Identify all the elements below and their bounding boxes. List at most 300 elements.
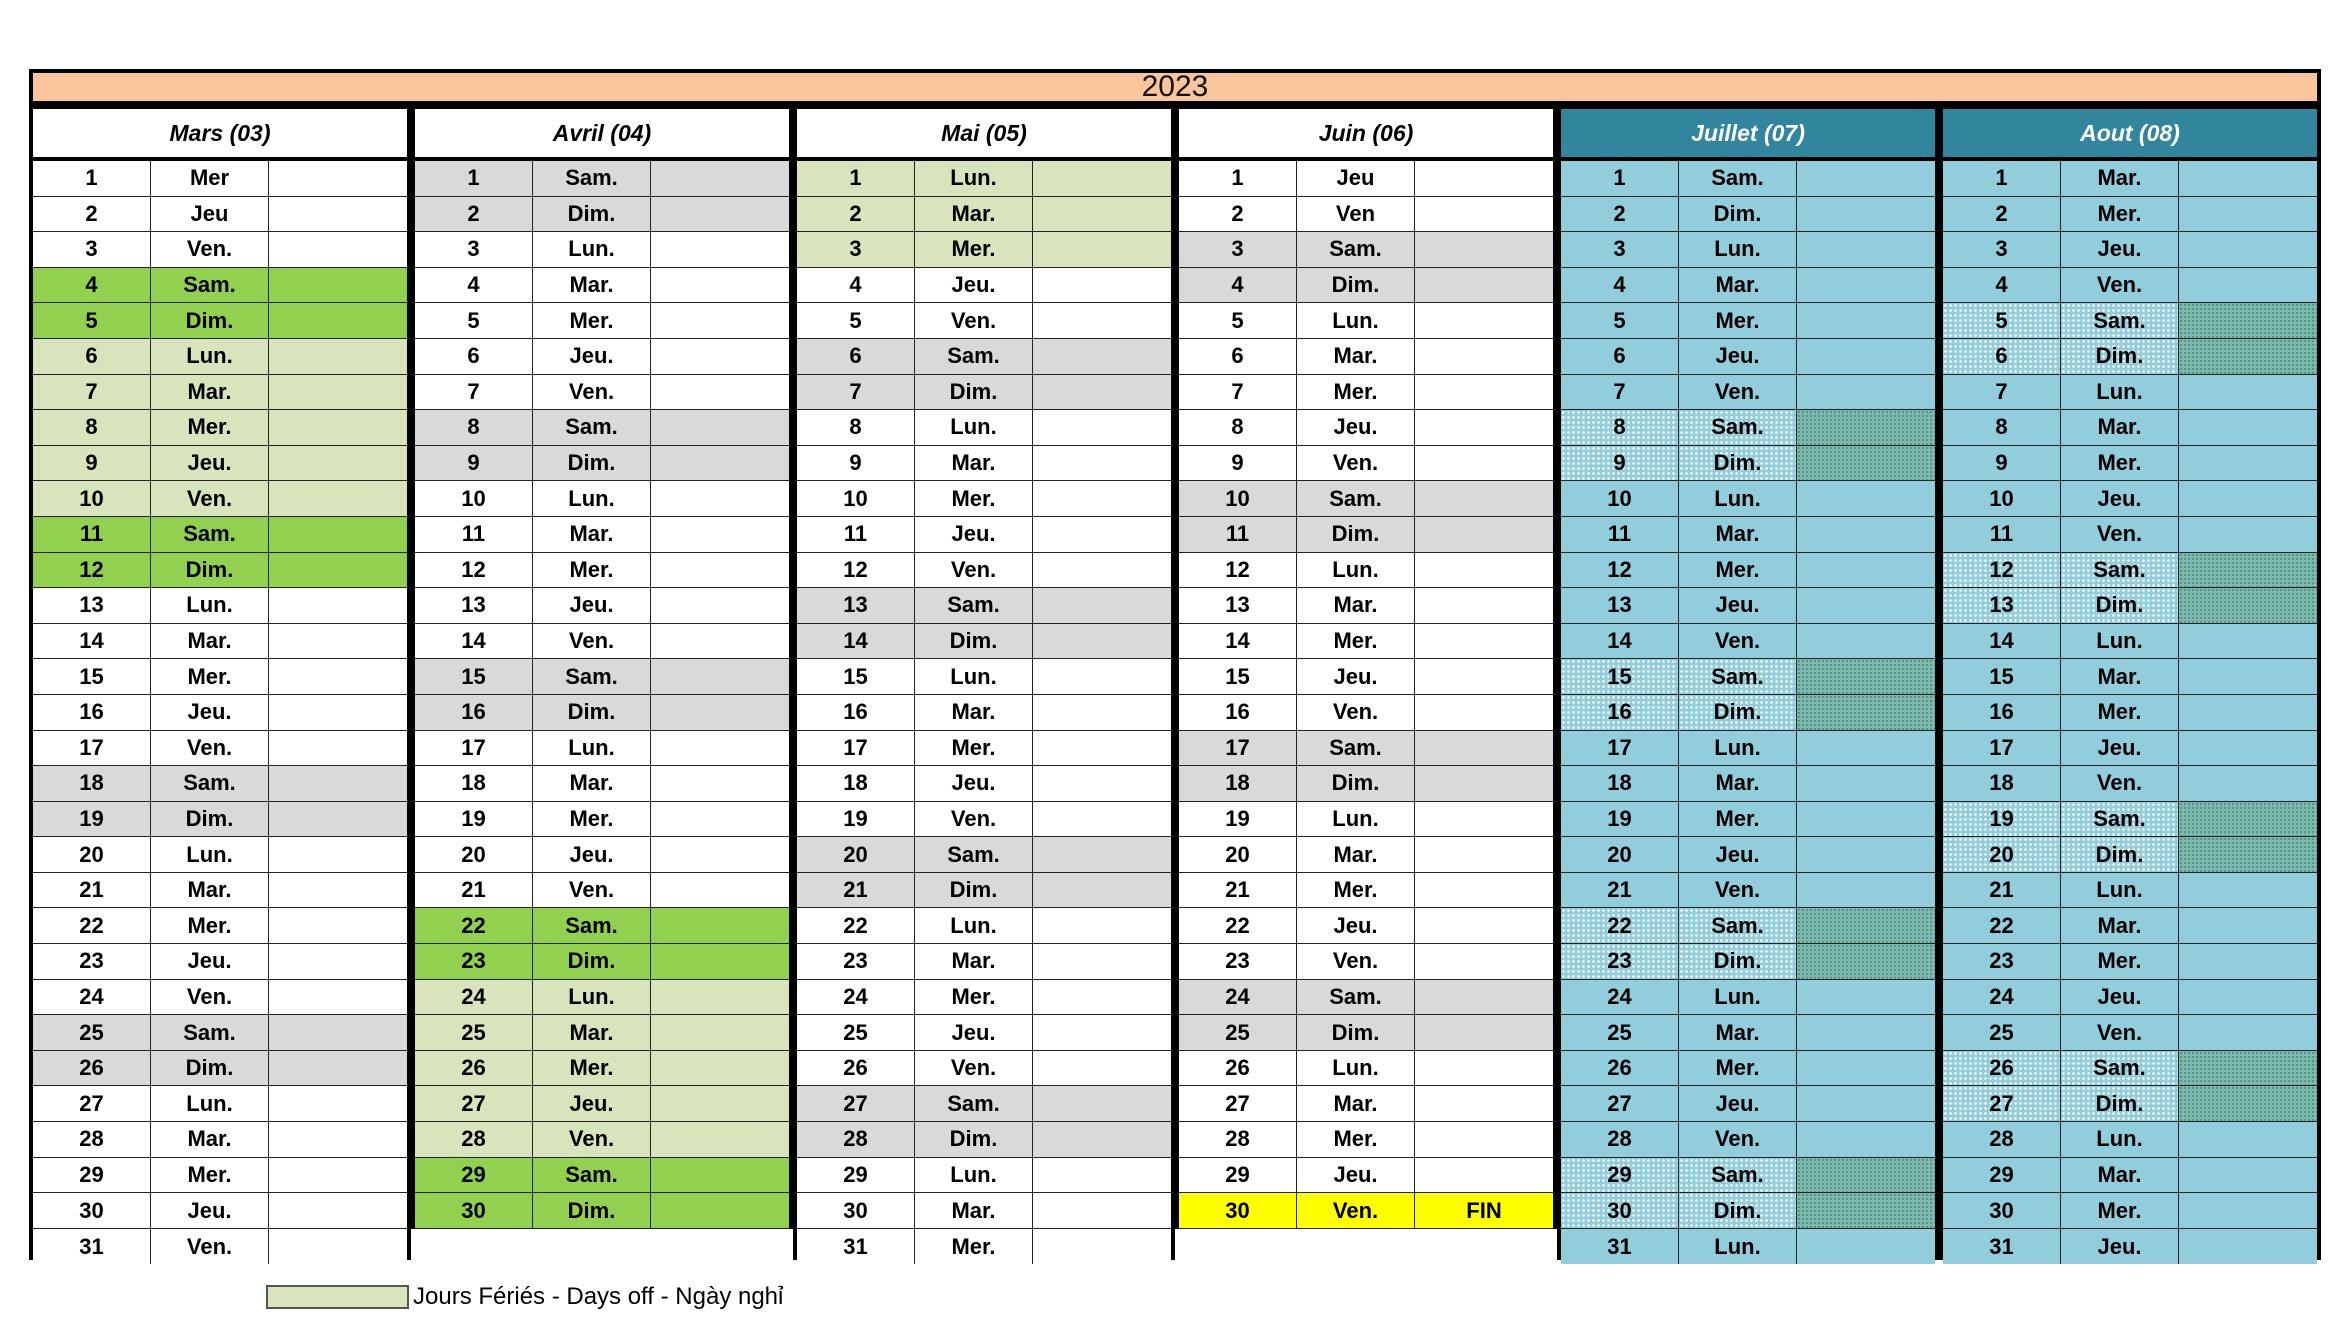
weekday-label: Lun.	[1679, 731, 1797, 766]
weekday-label: Sam.	[533, 1158, 651, 1193]
weekday-label: Mer.	[915, 731, 1033, 766]
weekday-label: Sam.	[915, 588, 1033, 623]
day-note	[651, 553, 789, 588]
weekday-label: Jeu	[151, 197, 269, 232]
day-note	[2179, 1158, 2317, 1193]
weekday-label: Sam.	[151, 766, 269, 801]
day-row	[1943, 873, 2317, 909]
weekday-label: Lun.	[533, 481, 651, 516]
day-row	[1561, 731, 1935, 767]
day-note	[651, 197, 789, 232]
day-row	[33, 588, 407, 624]
day-row	[415, 873, 789, 909]
day-row	[1179, 731, 1553, 767]
day-number: 31	[1561, 1229, 1679, 1265]
weekday-label: Ven.	[1679, 873, 1797, 908]
day-note	[2179, 410, 2317, 445]
day-row	[415, 1193, 789, 1229]
weekday-label: Mer.	[1297, 375, 1415, 410]
day-note	[1797, 1122, 1935, 1157]
weekday-label: Lun.	[2061, 873, 2179, 908]
day-row	[797, 197, 1171, 233]
day-number: 14	[1943, 624, 2061, 659]
weekday-label: Ven.	[2061, 268, 2179, 303]
day-note	[651, 624, 789, 659]
weekday-label: Ven.	[151, 1229, 269, 1265]
day-note	[269, 339, 407, 374]
day-note	[269, 624, 407, 659]
day-row	[415, 908, 789, 944]
day-note	[2179, 588, 2317, 623]
day-number: 16	[415, 695, 533, 730]
day-note	[1797, 766, 1935, 801]
day-note	[2179, 1193, 2317, 1228]
weekday-label: Ven.	[1297, 695, 1415, 730]
day-number: 12	[1943, 553, 2061, 588]
weekday-label: Ven.	[2061, 517, 2179, 552]
day-row	[415, 303, 789, 339]
weekday-label: Lun.	[151, 1086, 269, 1121]
weekday-label: Mer.	[2061, 944, 2179, 979]
weekday-label: Dim.	[2061, 1086, 2179, 1121]
day-number: 18	[1179, 766, 1297, 801]
weekday-label: Ven.	[151, 481, 269, 516]
day-number: 6	[1179, 339, 1297, 374]
day-note	[1797, 1193, 1935, 1228]
day-number: 11	[33, 517, 151, 552]
day-note	[1415, 481, 1553, 516]
weekday-label: Mer.	[915, 481, 1033, 516]
day-row	[415, 268, 789, 304]
weekday-label: Mer.	[1297, 624, 1415, 659]
weekday-label: Mer.	[1679, 802, 1797, 837]
day-note	[1033, 980, 1171, 1015]
day-number: 13	[797, 588, 915, 623]
day-row	[415, 553, 789, 589]
weekday-label: Jeu.	[915, 766, 1033, 801]
day-number: 28	[415, 1122, 533, 1157]
day-number: 10	[1561, 481, 1679, 516]
day-number: 19	[1943, 802, 2061, 837]
weekday-label: Jeu.	[1679, 1086, 1797, 1121]
day-number: 8	[797, 410, 915, 445]
day-number: 11	[1561, 517, 1679, 552]
weekday-label: Mar.	[151, 375, 269, 410]
day-number: 5	[1179, 303, 1297, 338]
day-row	[1943, 446, 2317, 482]
day-row	[1179, 161, 1553, 197]
day-row	[1943, 1051, 2317, 1087]
day-number: 3	[415, 232, 533, 267]
day-note	[2179, 481, 2317, 516]
day-note	[1415, 837, 1553, 872]
day-note	[1415, 1051, 1553, 1086]
day-row	[1943, 1122, 2317, 1158]
weekday-label: Lun.	[915, 161, 1033, 196]
day-note	[1033, 837, 1171, 872]
day-number: 17	[1561, 731, 1679, 766]
day-row	[797, 553, 1171, 589]
day-note	[1033, 268, 1171, 303]
day-note	[2179, 1229, 2317, 1265]
weekday-label: Lun.	[915, 659, 1033, 694]
weekday-label: Mar.	[1297, 588, 1415, 623]
day-row	[1943, 837, 2317, 873]
day-row	[1179, 588, 1553, 624]
month-header: Juillet (07)	[1561, 109, 1935, 161]
weekday-label: Lun.	[1297, 553, 1415, 588]
weekday-label: Mer.	[1297, 1122, 1415, 1157]
day-note	[1033, 339, 1171, 374]
weekday-label: Mar.	[915, 944, 1033, 979]
day-row	[797, 375, 1171, 411]
day-number: 26	[797, 1051, 915, 1086]
day-number: 10	[33, 481, 151, 516]
day-number: 16	[797, 695, 915, 730]
weekday-label: Dim.	[1679, 944, 1797, 979]
day-row	[415, 1158, 789, 1194]
weekday-label: Sam.	[1679, 410, 1797, 445]
day-note	[1415, 232, 1553, 267]
weekday-label: Dim.	[1297, 268, 1415, 303]
day-row	[415, 161, 789, 197]
day-row	[415, 695, 789, 731]
day-number: 23	[1179, 944, 1297, 979]
day-note	[1033, 1229, 1171, 1265]
day-note	[269, 481, 407, 516]
weekday-label: Mar.	[1297, 339, 1415, 374]
weekday-label: Mer	[151, 161, 269, 196]
day-number: 12	[1179, 553, 1297, 588]
day-row	[1561, 1193, 1935, 1229]
weekday-label: Jeu.	[1297, 1158, 1415, 1193]
day-row	[1561, 695, 1935, 731]
day-row	[415, 517, 789, 553]
weekday-label: Lun.	[1297, 802, 1415, 837]
day-note	[1033, 908, 1171, 943]
weekday-label: Sam.	[2061, 1051, 2179, 1086]
weekday-label: Mer.	[151, 908, 269, 943]
day-number: 1	[33, 161, 151, 196]
day-number: 9	[797, 446, 915, 481]
day-row	[1179, 410, 1553, 446]
day-note	[2179, 908, 2317, 943]
weekday-label: Ven.	[151, 980, 269, 1015]
day-number: 21	[415, 873, 533, 908]
day-row	[797, 481, 1171, 517]
day-note	[1797, 232, 1935, 267]
day-row	[33, 1015, 407, 1051]
day-note	[2179, 232, 2317, 267]
day-note	[1033, 1086, 1171, 1121]
day-number: 20	[1179, 837, 1297, 872]
day-note	[1797, 446, 1935, 481]
day-note	[2179, 980, 2317, 1015]
weekday-label: Lun.	[151, 837, 269, 872]
weekday-label: Jeu.	[2061, 1229, 2179, 1265]
weekday-label: Mar.	[1297, 837, 1415, 872]
weekday-label: Sam.	[1679, 161, 1797, 196]
day-note	[1415, 197, 1553, 232]
day-note	[1033, 766, 1171, 801]
day-number: 1	[1943, 161, 2061, 196]
day-row	[797, 1051, 1171, 1087]
day-number: 6	[797, 339, 915, 374]
day-number: 6	[33, 339, 151, 374]
weekday-label: Dim.	[1679, 197, 1797, 232]
day-row	[415, 410, 789, 446]
day-note	[269, 1193, 407, 1228]
day-note	[269, 1015, 407, 1050]
day-row	[33, 375, 407, 411]
day-number: 6	[1561, 339, 1679, 374]
day-note	[1415, 553, 1553, 588]
day-number: 4	[415, 268, 533, 303]
day-note	[1415, 588, 1553, 623]
day-note	[1415, 446, 1553, 481]
day-number: 31	[797, 1229, 915, 1265]
day-note	[651, 232, 789, 267]
day-number: 29	[1179, 1158, 1297, 1193]
day-note	[651, 303, 789, 338]
weekday-label: Dim.	[151, 553, 269, 588]
weekday-label: Jeu.	[915, 517, 1033, 552]
day-note	[1797, 1158, 1935, 1193]
day-row	[1561, 303, 1935, 339]
day-number: 19	[415, 802, 533, 837]
day-note	[651, 481, 789, 516]
day-row	[1561, 1158, 1935, 1194]
day-note	[651, 446, 789, 481]
day-row	[415, 1122, 789, 1158]
day-note	[1415, 517, 1553, 552]
day-number: 29	[797, 1158, 915, 1193]
day-note	[1415, 731, 1553, 766]
day-row	[33, 446, 407, 482]
day-note	[2179, 944, 2317, 979]
day-note	[1415, 766, 1553, 801]
day-number: 28	[33, 1122, 151, 1157]
day-note	[2179, 659, 2317, 694]
day-row	[33, 303, 407, 339]
weekday-label: Dim.	[2061, 588, 2179, 623]
day-number: 24	[415, 980, 533, 1015]
day-row	[415, 802, 789, 838]
day-row	[797, 303, 1171, 339]
weekday-label: Lun.	[1679, 980, 1797, 1015]
weekday-label: Dim.	[1679, 1193, 1797, 1228]
day-row	[415, 624, 789, 660]
day-row	[1943, 232, 2317, 268]
day-number: 28	[1179, 1122, 1297, 1157]
day-note	[651, 802, 789, 837]
weekday-label: Lun.	[1679, 1229, 1797, 1265]
day-number: 5	[797, 303, 915, 338]
day-row	[797, 1193, 1171, 1229]
weekday-label: Dim.	[1297, 766, 1415, 801]
day-row	[797, 588, 1171, 624]
day-number: 30	[797, 1193, 915, 1228]
day-row	[33, 624, 407, 660]
day-row	[1943, 802, 2317, 838]
day-note	[1033, 232, 1171, 267]
weekday-label: Dim.	[533, 1193, 651, 1228]
day-number: 14	[33, 624, 151, 659]
day-number: 28	[1943, 1122, 2061, 1157]
day-row	[33, 944, 407, 980]
day-number: 30	[1179, 1193, 1297, 1228]
day-number: 31	[1943, 1229, 2061, 1265]
weekday-label: Jeu.	[533, 837, 651, 872]
day-number: 13	[1943, 588, 2061, 623]
day-number: 13	[33, 588, 151, 623]
day-note	[2179, 161, 2317, 196]
day-row	[33, 197, 407, 233]
weekday-label: Jeu.	[151, 1193, 269, 1228]
weekday-label: Sam.	[1297, 731, 1415, 766]
weekday-label: Dim.	[2061, 837, 2179, 872]
weekday-label: Mar.	[1297, 1086, 1415, 1121]
weekday-label: Dim.	[915, 873, 1033, 908]
weekday-label: Mer.	[533, 553, 651, 588]
day-number: 7	[415, 375, 533, 410]
day-note	[1797, 197, 1935, 232]
day-number: 15	[1179, 659, 1297, 694]
day-number: 10	[797, 481, 915, 516]
day-note	[269, 908, 407, 943]
day-row	[1561, 517, 1935, 553]
day-row	[1179, 944, 1553, 980]
day-note	[651, 1193, 789, 1228]
day-note	[269, 161, 407, 196]
day-note	[2179, 1122, 2317, 1157]
month-column	[29, 105, 411, 1260]
day-row	[1179, 1015, 1553, 1051]
day-note: FIN	[1466, 1197, 1502, 1223]
weekday-label: Lun.	[533, 731, 651, 766]
day-note	[651, 695, 789, 730]
day-note	[2179, 766, 2317, 801]
day-row	[797, 837, 1171, 873]
weekday-label: Ven.	[1679, 1122, 1797, 1157]
day-note	[651, 908, 789, 943]
day-number: 23	[1561, 944, 1679, 979]
day-number: 7	[797, 375, 915, 410]
day-row	[797, 410, 1171, 446]
day-number: 26	[1943, 1051, 2061, 1086]
weekday-label: Ven.	[1679, 624, 1797, 659]
day-row	[1561, 873, 1935, 909]
day-number: 22	[797, 908, 915, 943]
day-note	[2179, 517, 2317, 552]
day-note	[269, 446, 407, 481]
weekday-label: Dim.	[151, 303, 269, 338]
day-row	[33, 1229, 407, 1265]
day-row	[33, 802, 407, 838]
weekday-label: Ven.	[915, 1051, 1033, 1086]
day-note	[1033, 659, 1171, 694]
day-row	[1561, 659, 1935, 695]
day-row	[1179, 1051, 1553, 1087]
day-row	[1943, 731, 2317, 767]
day-note	[651, 410, 789, 445]
day-number: 30	[1561, 1193, 1679, 1228]
day-number: 20	[415, 837, 533, 872]
day-row	[1179, 232, 1553, 268]
day-note	[1415, 1015, 1553, 1050]
day-row	[33, 908, 407, 944]
day-number: 15	[1943, 659, 2061, 694]
day-row	[1179, 339, 1553, 375]
day-number: 17	[797, 731, 915, 766]
day-row	[415, 980, 789, 1016]
day-number: 8	[1943, 410, 2061, 445]
day-row	[797, 1229, 1171, 1265]
day-row	[1561, 1122, 1935, 1158]
weekday-label: Dim.	[1679, 446, 1797, 481]
day-number: 10	[1179, 481, 1297, 516]
day-note	[2179, 837, 2317, 872]
day-row	[1561, 481, 1935, 517]
day-row	[1179, 873, 1553, 909]
day-number: 12	[1561, 553, 1679, 588]
day-number: 27	[33, 1086, 151, 1121]
day-row	[33, 766, 407, 802]
weekday-label: Jeu.	[533, 339, 651, 374]
weekday-label: Sam.	[533, 161, 651, 196]
day-note	[1415, 659, 1553, 694]
day-note	[1797, 980, 1935, 1015]
day-row	[797, 1015, 1171, 1051]
day-row	[797, 517, 1171, 553]
weekday-label: Ven.	[533, 1122, 651, 1157]
day-number: 3	[797, 232, 915, 267]
weekday-label: Dim.	[2061, 339, 2179, 374]
weekday-label: Mar.	[151, 624, 269, 659]
weekday-label: Mar.	[1679, 766, 1797, 801]
day-number: 1	[1179, 161, 1297, 196]
day-number: 16	[1179, 695, 1297, 730]
day-number: 14	[1179, 624, 1297, 659]
weekday-label: Mer.	[2061, 446, 2179, 481]
day-number: 23	[1943, 944, 2061, 979]
day-row	[797, 802, 1171, 838]
day-number: 15	[1561, 659, 1679, 694]
day-number: 29	[33, 1158, 151, 1193]
day-row	[33, 695, 407, 731]
day-row	[1561, 766, 1935, 802]
weekday-label: Mer.	[1679, 1051, 1797, 1086]
day-number: 17	[415, 731, 533, 766]
weekday-label: Jeu.	[2061, 731, 2179, 766]
day-note	[651, 375, 789, 410]
weekday-label: Mar.	[2061, 410, 2179, 445]
weekday-label: Dim.	[151, 802, 269, 837]
day-note	[651, 517, 789, 552]
weekday-label: Mer.	[1679, 303, 1797, 338]
day-row	[1179, 446, 1553, 482]
day-note	[2179, 446, 2317, 481]
day-number: 30	[33, 1193, 151, 1228]
weekday-label: Ven.	[2061, 1015, 2179, 1050]
day-number: 8	[415, 410, 533, 445]
day-row	[33, 1193, 407, 1229]
weekday-label: Ven.	[1297, 446, 1415, 481]
day-row	[1179, 1086, 1553, 1122]
day-row	[1561, 446, 1935, 482]
weekday-label: Mar.	[533, 766, 651, 801]
day-note	[1797, 553, 1935, 588]
